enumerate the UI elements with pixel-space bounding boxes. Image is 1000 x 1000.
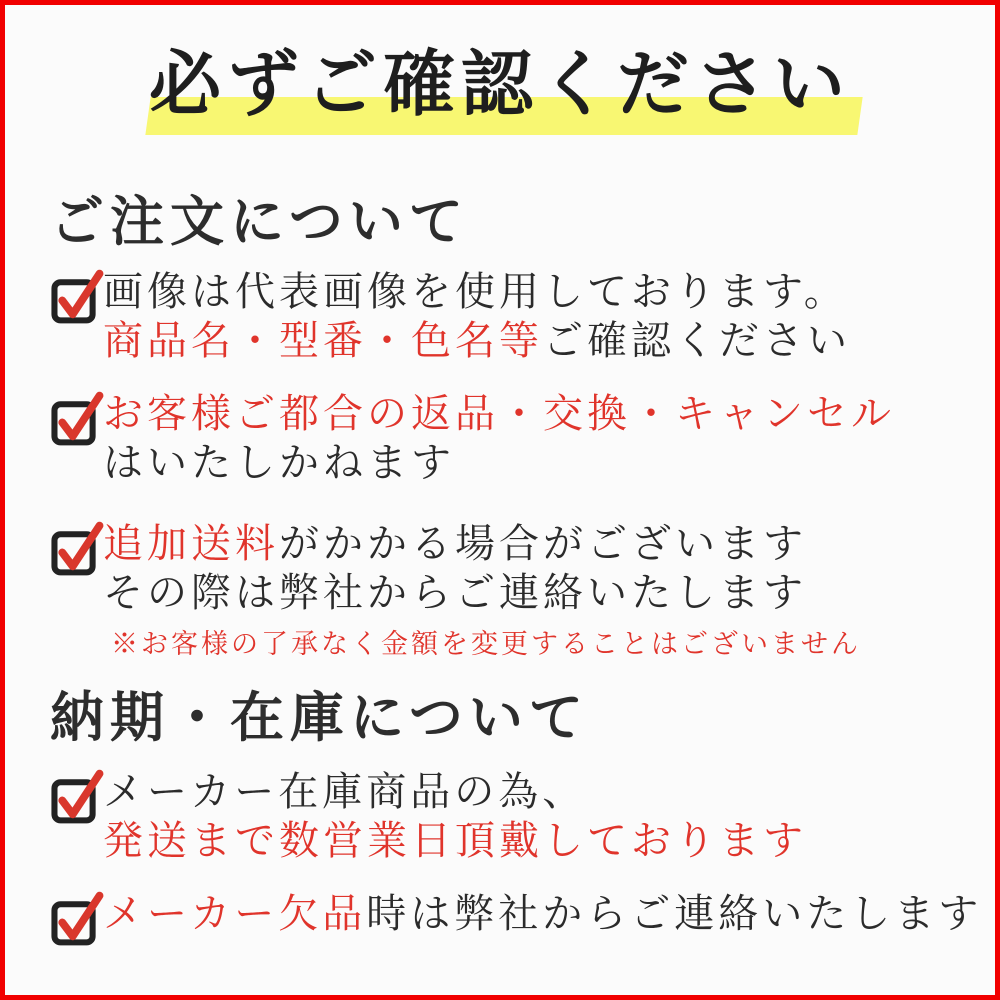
notice-item (51, 767, 807, 865)
notice-item (51, 519, 861, 661)
notice-line (103, 316, 851, 365)
page-title: 必ずご確認ください (148, 45, 851, 125)
notice-text: メーカー在庫商品の為、 (103, 769, 587, 814)
notice-line (103, 889, 982, 938)
notice-text: その際は弊社からご連絡いたします (103, 570, 807, 615)
checkbox-checked-icon (51, 891, 103, 947)
notice-text-emphasis: 発送まで数営業日頂戴しております (103, 818, 807, 863)
notice-line (103, 267, 851, 316)
notice-line (103, 568, 861, 617)
checkbox-checked-icon (51, 769, 103, 825)
notice-text: 時は弊社からご連絡いたします (366, 891, 983, 936)
notice-text: 画像は代表画像を使用しております。 (103, 269, 848, 314)
notice-line (103, 389, 895, 438)
section-heading-delivery-stock: 納期・在庫について (50, 688, 589, 748)
notice-line (103, 767, 807, 816)
notice-text-emphasis: 追加送料 (103, 521, 279, 566)
notice-text-emphasis: メーカー欠品 (103, 891, 367, 936)
section-heading-orders: ご注文について (50, 192, 469, 252)
notice-line (103, 438, 895, 487)
checkbox-checked-icon (51, 521, 103, 577)
notice-text-emphasis: お客様ご都合の返品・交換・キャンセル (103, 391, 895, 436)
checkbox-checked-icon (51, 269, 103, 325)
notice-line (103, 816, 807, 865)
notice-line (103, 519, 861, 568)
title-block (5, 33, 995, 143)
notice-text: がかかる場合がございます (279, 521, 807, 566)
notice-text: はいたしかねます (103, 440, 455, 485)
notice-text-emphasis: 商品名・型番・色名等 (103, 318, 543, 363)
checkbox-checked-icon (51, 391, 103, 447)
notice-text: ご確認ください (543, 318, 851, 363)
notice-item (51, 889, 982, 947)
notice-item (51, 267, 851, 365)
notice-footnote: ※お客様の了承なく金額を変更することはございません (111, 629, 861, 659)
notice-item (51, 389, 895, 487)
